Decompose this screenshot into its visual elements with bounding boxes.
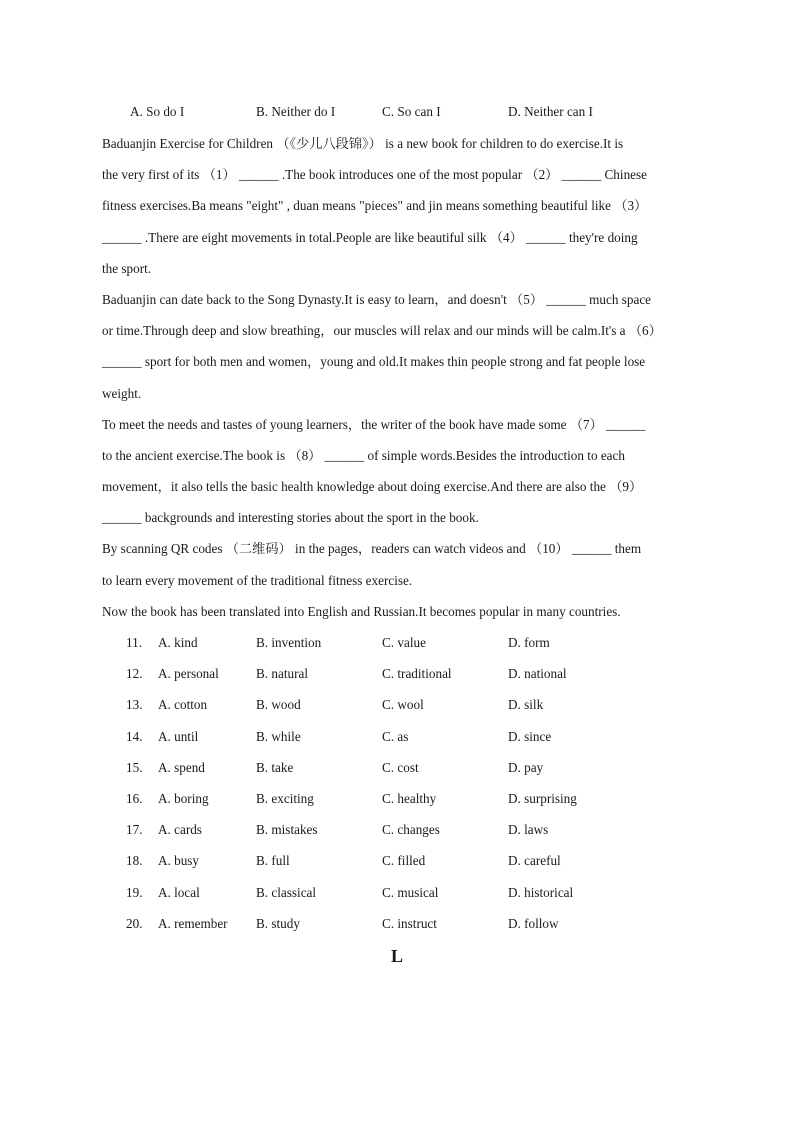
question-number: 19.: [126, 884, 143, 900]
question-number: 15.: [126, 759, 143, 775]
question-number: 16.: [126, 790, 143, 806]
passage-line: to learn every movement of the traditional fitness exercise.: [102, 572, 413, 588]
question-number: 13.: [126, 697, 143, 713]
passage-line: ______ .There are eight movements in total.People are like beautiful silk （4） ______ they're doing: [102, 229, 638, 245]
choice-a: A. personal: [158, 666, 219, 682]
choice-d: D. careful: [508, 853, 561, 869]
choice-c: C. traditional: [382, 666, 452, 682]
choice-b: B. exciting: [256, 790, 314, 806]
choice-b: B. natural: [256, 666, 309, 682]
choice-c: C. as: [382, 728, 409, 744]
question-row: [0, 627, 794, 658]
question-number: 11.: [126, 635, 142, 650]
choice-c: C. changes: [382, 822, 440, 838]
choice-c: C. instruct: [382, 915, 437, 931]
choice-b: B. wood: [256, 697, 301, 713]
cloze-passage: [102, 128, 702, 627]
choice-d: D. since: [508, 728, 552, 744]
footer-mark: L: [390, 946, 403, 966]
choice-d: D. national: [508, 666, 567, 682]
choice-b: B. take: [256, 759, 294, 775]
question-number: 20.: [126, 915, 143, 931]
passage-line: or time.Through deep and slow breathing，our muscles will relax and our minds will be calm.It's a （6）: [102, 323, 662, 339]
choice-d: D. silk: [508, 697, 544, 713]
question-row: [0, 721, 794, 752]
question-row: [0, 752, 794, 783]
question-row: [0, 845, 794, 876]
choice-a: A. local: [158, 884, 200, 900]
passage-line: weight.: [102, 385, 142, 401]
question-number: 17.: [126, 822, 143, 838]
choice-c: C. wool: [382, 697, 424, 713]
previous-question-options: [0, 100, 794, 124]
question-list: [0, 627, 794, 939]
choice-d: D. follow: [508, 915, 559, 931]
choice-b: B. invention: [256, 635, 322, 650]
passage-line: movement，it also tells the basic health knowledge about doing exercise.And there are also the （9）: [102, 479, 643, 495]
question-number: 14.: [126, 728, 143, 744]
choice-a: A. kind: [158, 635, 198, 650]
question-row: [0, 908, 794, 939]
choice-b: B. study: [256, 915, 300, 931]
choice-c: C. value: [382, 635, 426, 650]
choice-a: A. spend: [158, 759, 205, 775]
passage-line: ______ sport for both men and women，young and old.It makes thin people strong and fat people lose: [102, 354, 646, 370]
passage-line: the sport.: [102, 260, 152, 276]
choice-a: A. cotton: [158, 697, 208, 713]
question-row: [0, 877, 794, 908]
question-row: [0, 658, 794, 689]
choice-a: A. cards: [158, 822, 202, 838]
choice-d: D. historical: [508, 884, 574, 900]
option-d: D. Neither can I: [508, 104, 593, 119]
passage-line: To meet the needs and tastes of young learners，the writer of the book have made some （7） ______: [102, 416, 646, 432]
option-c: C. So can I: [382, 104, 441, 119]
choice-d: D. pay: [508, 759, 544, 775]
question-row: [0, 814, 794, 845]
choice-b: B. while: [256, 728, 301, 744]
question-row: [0, 783, 794, 814]
choice-c: C. musical: [382, 884, 439, 900]
choice-b: B. full: [256, 853, 290, 869]
passage-line: fitness exercises.Ba means "eight" , duan means "pieces" and jin means something beautiful like （3）: [102, 198, 648, 214]
passage-line: Baduanjin Exercise for Children （《少儿八段锦》） is a new book for children to do exercise.It is: [102, 136, 624, 151]
passage-line: Now the book has been translated into English and Russian.It becomes popular in many countries.: [102, 603, 621, 619]
choice-a: A. busy: [158, 853, 200, 869]
passage-line: Baduanjin can date back to the Song Dynasty.It is easy to learn，and doesn't （5） ______ much space: [102, 291, 652, 307]
question-number: 12.: [126, 666, 143, 682]
choice-b: B. mistakes: [256, 822, 318, 838]
choice-d: D. laws: [508, 822, 549, 838]
passage-line: ______ backgrounds and interesting stories about the sport in the book.: [102, 510, 479, 526]
choice-b: B. classical: [256, 884, 317, 900]
passage-line: By scanning QR codes （二维码） in the pages，readers can watch videos and （10） ______ them: [102, 541, 642, 557]
choice-d: D. surprising: [508, 790, 577, 806]
passage-line: to the ancient exercise.The book is （8） ______ of simple words.Besides the introduction to each: [102, 447, 625, 463]
question-row: [0, 689, 794, 720]
choice-c: C. cost: [382, 759, 419, 775]
choice-d: D. form: [508, 635, 550, 650]
option-a: A. So do I: [130, 104, 185, 119]
passage-line: the very first of its （1） ______ .The book introduces one of the most popular （2） ______ Chinese: [102, 167, 648, 183]
choice-c: C. healthy: [382, 790, 437, 806]
question-number: 18.: [126, 853, 143, 869]
choice-a: A. boring: [158, 790, 209, 806]
option-b: B. Neither do I: [256, 104, 336, 119]
choice-c: C. filled: [382, 853, 426, 869]
choice-a: A. remember: [158, 915, 228, 931]
choice-a: A. until: [158, 728, 199, 744]
